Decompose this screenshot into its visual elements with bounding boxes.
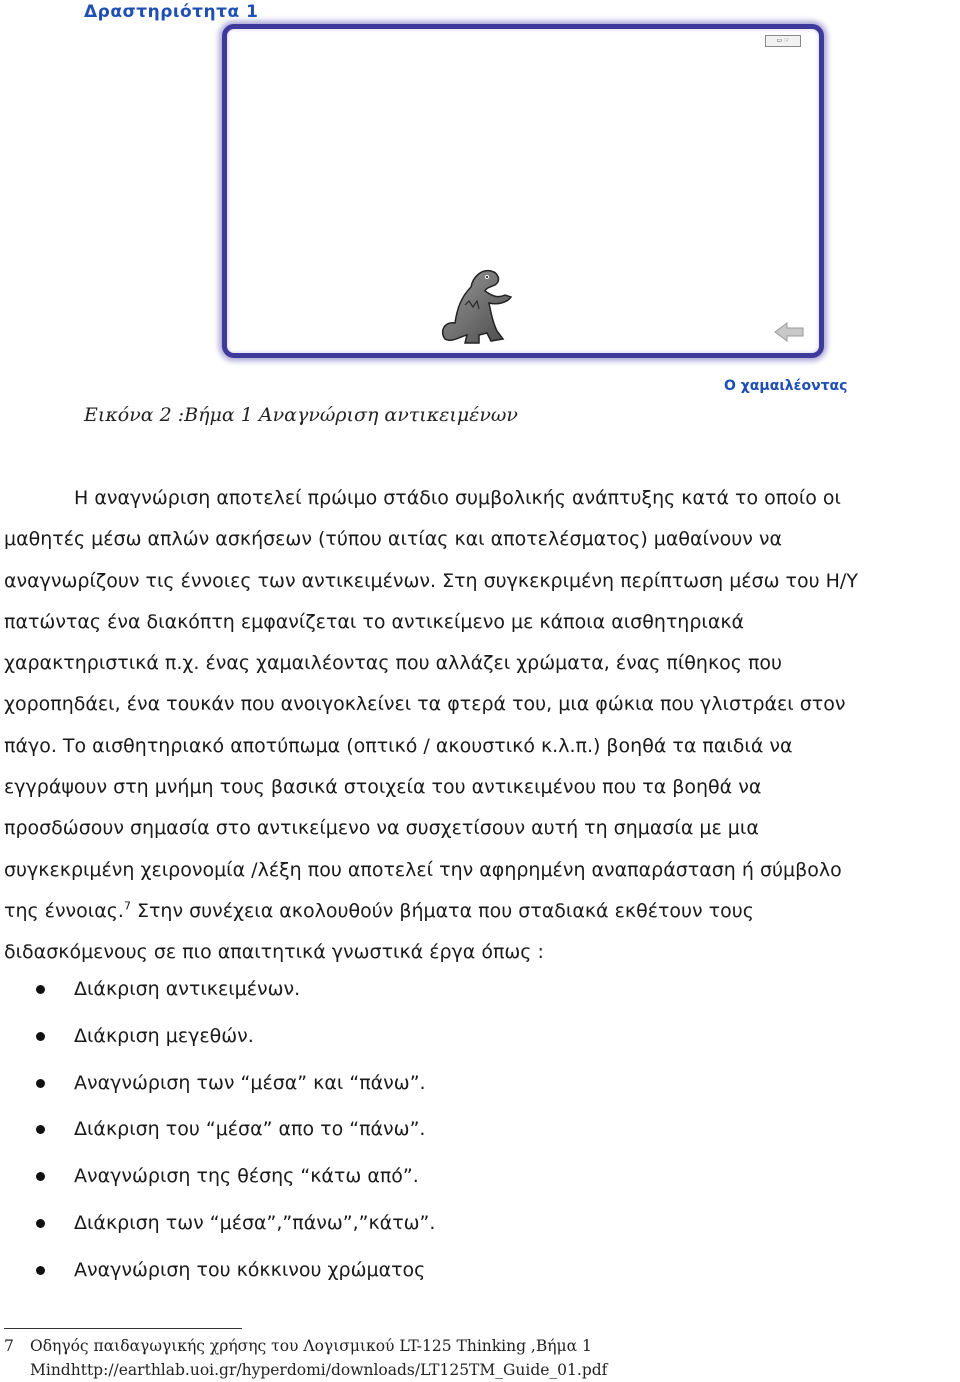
paragraph-line: προσδώσουν σημασία στο αντικείμενο να συσχετίσουν αυτή τη σημασία με μια [4, 817, 759, 840]
list-item-text: Διάκριση των “μέσα”,”πάνω”,”κάτω”. [74, 1211, 436, 1234]
list-item [0, 966, 435, 1013]
paragraph-line: πατώντας ένα διακόπτη εμφανίζεται το αντικείμενο με κάποια αισθητηριακά [4, 610, 745, 633]
activity-screen [222, 24, 824, 358]
chameleon-character[interactable] [435, 265, 519, 349]
bullet-icon [36, 1032, 45, 1041]
footnote-divider [4, 1328, 242, 1329]
paragraph-line: συγκεκριμένη χειρονομία /λέξη που αποτελεί την αφηρημένη αναπαράσταση ή σύμβολο [4, 858, 842, 881]
paragraph-line: μαθητές μέσω απλών ασκήσεων (τύπου αιτίας και αποτελέσματος) μαθαίνουν να [4, 528, 782, 551]
list-item-text: Διάκριση του “μέσα” απο το “πάνω”. [74, 1118, 426, 1141]
list-item-text: Αναγνώριση του κόκκινου χρώματος [74, 1258, 426, 1281]
figure-caption: Εικόνα 2 :Βήμα 1 Αναγνώριση αντικειμένων [84, 404, 518, 426]
bullet-icon [36, 1219, 45, 1228]
steps-list [0, 966, 435, 1294]
list-item-text: Αναγνώριση των “μέσα” και “πάνω”. [74, 1071, 426, 1094]
footnote-number: 7 [4, 1337, 14, 1355]
paragraph-line: χοροπηδάει, ένα τουκάν που ανοιγοκλείνει τα φτερά του, μια φώκια που γλιστράει στον [4, 693, 846, 716]
back-arrow-icon[interactable] [773, 321, 805, 343]
list-item-text: Διάκριση μεγεθών. [74, 1024, 254, 1047]
paragraph-text: Στην συνέχεια ακολουθούν βήματα που σταδιακά εκθέτουν τους [130, 899, 754, 922]
paragraph-line: Η αναγνώριση αποτελεί πρώιμο στάδιο συμβολικής ανάπτυξης κατά το οποίο οι [74, 487, 841, 509]
list-item [0, 1200, 435, 1247]
bullet-icon [36, 1079, 45, 1088]
list-item [0, 1247, 435, 1294]
bullet-icon [36, 1125, 45, 1134]
bullet-icon [36, 1172, 45, 1181]
list-item [0, 1013, 435, 1060]
list-item [0, 1153, 435, 1200]
list-item [0, 1060, 435, 1107]
paragraph-line: εγγράψουν στη μνήμη τους βασικά στοιχεία του αντικειμένου που τα βοηθά να [4, 776, 762, 799]
bullet-icon [36, 985, 45, 994]
exit-button[interactable]: ▭ ☞ [765, 35, 801, 47]
list-item-text: Αναγνώριση της θέσης “κάτω από”. [74, 1165, 419, 1188]
footnote-link[interactable]: Mindhttp://earthlab.uoi.gr/hyperdomi/downloads/LT125TM_Guide_01.pdf [30, 1361, 608, 1379]
paragraph-line: χαρακτηριστικά π.χ. ένας χαμαιλέοντας που αλλάζει χρώματα, ένας πίθηκος που [4, 652, 783, 675]
paragraph-line: πάγο. Το αισθητηριακό αποτύπωμα (οπτικό / ακουστικό κ.λ.π.) βοηθά τα παιδιά να [4, 734, 793, 757]
paragraph-text: της έννοιας. [4, 899, 124, 922]
paragraph-line: αναγνωρίζουν τις έννοιες των αντικειμένων. Στη συγκεκριμένη περίπτωση μέσω του Η/Υ [4, 569, 858, 592]
list-item [0, 1106, 435, 1153]
footnote-text: Οδηγός παιδαγωγικής χρήσης του Λογισμικού LT-125 Thinking ,Βήμα 1 [30, 1337, 592, 1355]
bullet-icon [36, 1266, 45, 1275]
footnote [4, 1334, 607, 1382]
body-paragraph [4, 478, 954, 974]
screen-caption: Ο χαμαιλέοντας [724, 378, 848, 394]
activity-title: Δραστηριότητα 1 [84, 2, 259, 22]
list-item-text: Διάκριση αντικειμένων. [74, 978, 301, 1000]
footnote-reference[interactable]: 7 [123, 899, 131, 913]
paragraph-line: διδασκόμενους σε πιο απαιτητικά γνωστικά έργα όπως : [4, 941, 544, 964]
paragraph-line [4, 891, 954, 932]
